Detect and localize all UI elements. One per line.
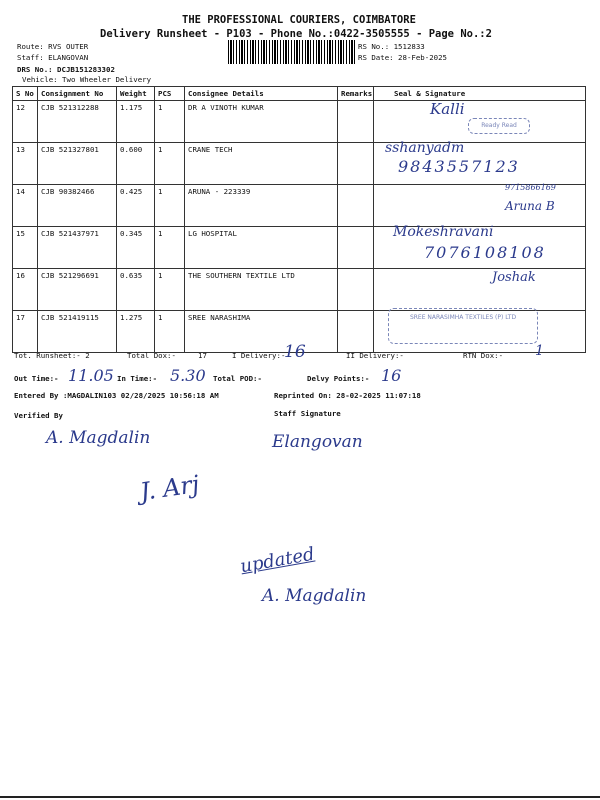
cell-weight: 0.635 (117, 269, 155, 311)
cell-weight: 0.425 (117, 185, 155, 227)
cell-consignee: CRANE TECH (185, 143, 338, 185)
rs-date: RS Date: 28-Feb-2025 (358, 53, 447, 62)
cell-consignee: LG HOSPITAL (185, 227, 338, 269)
signature-row14-name: Aruna B (505, 199, 555, 213)
i-delivery-hand: 16 (284, 342, 306, 362)
col-header-consignee: Consignee Details (185, 87, 338, 101)
cell-weight: 0.345 (117, 227, 155, 269)
i-delivery-label: I Delivery:- (232, 351, 286, 360)
in-time-label: In Time:- (117, 374, 158, 383)
cell-sno: 15 (13, 227, 38, 269)
staff-label: Staff: ELANGOVAN (17, 53, 89, 62)
cell-consignee: THE SOUTHERN TEXTILE LTD (185, 269, 338, 311)
updated-note: updated (238, 543, 317, 578)
col-header-remarks: Remarks (338, 87, 374, 101)
cell-sno: 16 (13, 269, 38, 311)
cell-consignment: CJB 521296691 (38, 269, 117, 311)
signature-row14-phone: 9715866169 (505, 183, 556, 192)
delvy-points-label: Delvy Points:- (307, 374, 370, 383)
cell-remarks (338, 185, 374, 227)
cell-sno: 14 (13, 185, 38, 227)
cell-pcs: 1 (155, 185, 185, 227)
company-title: THE PROFESSIONAL COURIERS, COIMBATORE (182, 14, 416, 26)
rs-number: RS No.: 1512833 (358, 42, 425, 51)
col-header-sno: S No (13, 87, 38, 101)
cell-weight: 1.175 (117, 101, 155, 143)
verifier-signature: A. Magdalin (46, 428, 151, 448)
ii-delivery-label: II Delivery:- (346, 351, 404, 360)
total-pod-label: Total POD:- (213, 374, 262, 383)
cell-consignment: CJB 521437971 (38, 227, 117, 269)
cell-consignment: CJB 521327801 (38, 143, 117, 185)
cell-remarks (338, 227, 374, 269)
cell-weight: 1.275 (117, 311, 155, 353)
total-dox-label: Total Dox:- (127, 351, 176, 360)
tot-runsheet: Tot. Runsheet:- 2 (14, 351, 90, 360)
delvy-points-hand: 16 (381, 366, 402, 385)
reprinted-on: Reprinted On: 28-02-2025 11:07:18 (274, 391, 421, 400)
signature-row15-name: Mokeshravani (393, 224, 494, 240)
barcode-image (228, 40, 356, 64)
out-time-label: Out Time:- (14, 374, 59, 383)
cell-remarks (338, 311, 374, 353)
cell-consignee: DR A VINOTH KUMAR (185, 101, 338, 143)
col-header-consignment: Consignment No (38, 87, 117, 101)
cell-consignment: CJB 90382466 (38, 185, 117, 227)
cell-weight: 0.600 (117, 143, 155, 185)
total-dox-value: 17 (198, 351, 207, 360)
staff-signature-label: Staff Signature (274, 409, 341, 418)
cell-sno: 17 (13, 311, 38, 353)
drs-number: DRS No.: DCJB151283302 (17, 65, 115, 74)
cell-consignment: CJB 521312288 (38, 101, 117, 143)
table-header-row (13, 87, 586, 101)
col-header-seal: Seal & Signature (374, 87, 586, 101)
final-signature: A. Magdalin (262, 586, 367, 606)
cell-consignment: CJB 521419115 (38, 311, 117, 353)
cell-pcs: 1 (155, 227, 185, 269)
signature-row12: Kalli (430, 100, 465, 118)
page-bottom-line (0, 796, 600, 798)
cell-sno: 13 (13, 143, 38, 185)
table-row (13, 185, 586, 227)
cell-remarks (338, 143, 374, 185)
seal-stamp-row17: SREE NARASIMHA TEXTILES (P) LTD (388, 308, 538, 344)
runsheet-subtitle: Delivery Runsheet - P103 - Phone No.:0422-3505555 - Page No.:2 (100, 28, 492, 40)
in-time-hand: 5.30 (170, 366, 206, 385)
out-time-hand: 11.05 (68, 366, 114, 385)
route-label: Route: RVS OUTER (17, 42, 89, 51)
staff-signature: Elangovan (272, 432, 363, 452)
initials-signature: J. Arj (138, 470, 201, 506)
verified-by-label: Verified By (14, 411, 63, 420)
cell-pcs: 1 (155, 143, 185, 185)
cell-pcs: 1 (155, 311, 185, 353)
col-header-pcs: PCS (155, 87, 185, 101)
cell-remarks (338, 269, 374, 311)
signature-row16: Joshak (492, 270, 536, 285)
entered-by: Entered By :MAGDALIN103 02/28/2025 10:56:18 AM (14, 391, 219, 400)
seal-stamp-row12: Ready Read (468, 118, 530, 134)
signature-row13-phone: 9843557123 (398, 157, 520, 176)
cell-sno: 12 (13, 101, 38, 143)
cell-remarks (338, 101, 374, 143)
cell-pcs: 1 (155, 269, 185, 311)
col-header-weight: Weight (117, 87, 155, 101)
vehicle-label: Vehicle: Two Wheeler Delivery (22, 75, 152, 84)
cell-consignee: SREE NARASHIMA (185, 311, 338, 353)
cell-seal (374, 269, 586, 311)
signature-row15-phone: 7076108108 (424, 243, 546, 262)
rtn-dox-hand: 1 (535, 343, 544, 359)
cell-consignee: ARUNA - 223339 (185, 185, 338, 227)
cell-pcs: 1 (155, 101, 185, 143)
signature-row13-name: sshanyadm (385, 140, 465, 156)
rtn-dox-label: RTN Dox:- (463, 351, 504, 360)
